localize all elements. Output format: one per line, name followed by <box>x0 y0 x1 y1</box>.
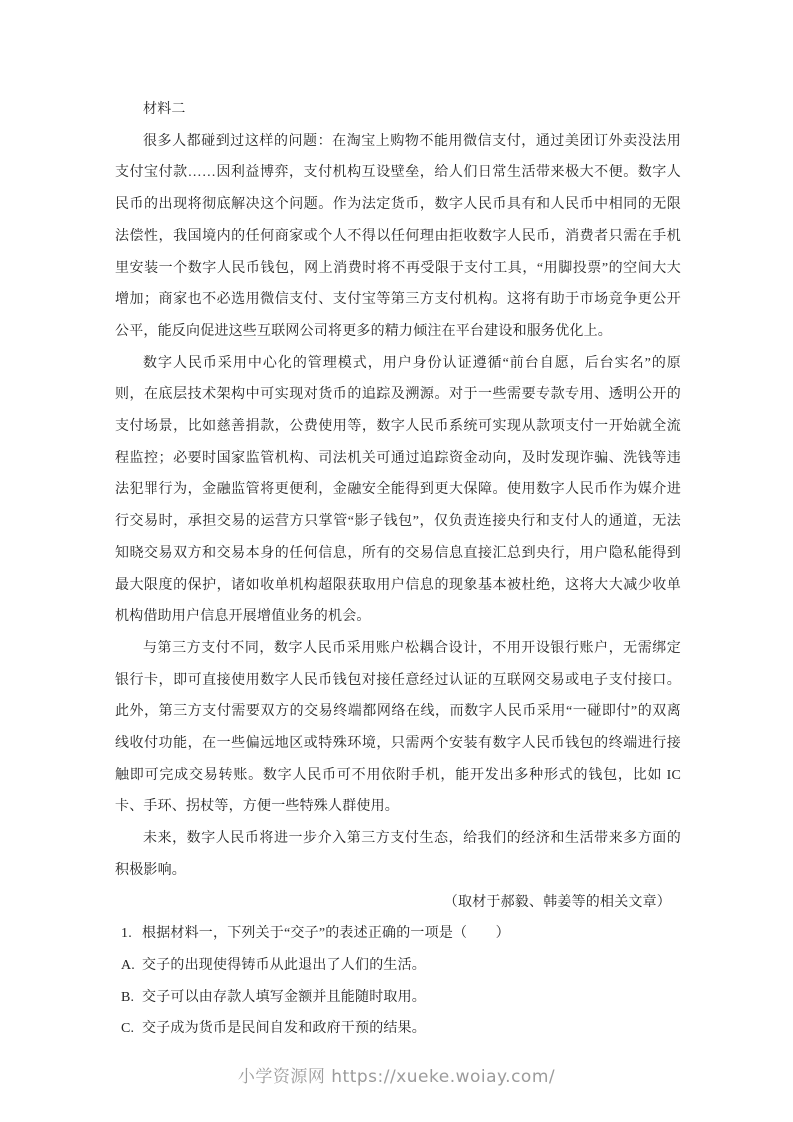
option-b-text: 交子可以由存款人填写金额并且能随时取用。 <box>142 989 426 1005</box>
passage-paragraph-2: 数字人民币采用中心化的管理模式，用户身份认证遵循“前台自愿，后台实名”的原则，在底层技术架构中可实现对货币的追踪及溯源。对于一些需要专款专用、透明公开的支付场景，比如慈善捐款，公费使用等，数字人民币系统可实现从款项支付一开始就全流程监控；必要时国家监管机构、司法机关可通过追踪资金动向，及时发现诈骗、洗钱等违法犯罪行为，金融监管将更便利，金融安全能得到更大保障。使用数字人民币作为媒介进行交易时，承担交易的运营方只掌管“影子钱包”，仅负责连接央行和支付人的通道，无法知晓交易双方和交易本身的任何信息，所有的交易信息直接汇总到央行，用户隐私能得到最大限度的保护，诸如收单机构超限获取用户信息的现象基本被杜绝，这将大大减少收单机构借助用户信息开展增值业务的机会。 <box>115 355 681 625</box>
section-label: 材料二 <box>143 102 186 117</box>
question-text: 根据材料一，下列关于“交子”的表述正确的一项是（ ） <box>142 926 510 942</box>
source-attribution: （取材于郝毅、韩姜等的相关文章） <box>443 894 671 910</box>
question-1 <box>115 918 681 950</box>
option-c-text: 交子成为货币是民间自发和政府干预的结果。 <box>142 1021 426 1037</box>
option-a-text: 交子的出现使得铸币从此退出了人们的生活。 <box>142 957 426 973</box>
option-b <box>115 982 681 1014</box>
passage-paragraph-1: 很多人都碰到过这样的问题：在淘宝上购物不能用微信支付，通过美团订外卖没法用支付宝付款……因利益博弈，支付机构互设壁垒，给人们日常生活带来极大不便。数字人民币的出现将彻底解决这个问题。作为法定货币，数字人民币具有和人民币中相同的无限法偿性，我国境内的任何商家或个人不得以任何理由拒收数字人民币，消费者只需在手机里安装一个数字人民币钱包，网上消费时将不再受限于支付工具，“用脚投票”的空间大大增加；商家也不必选用微信支付、支付宝等第三方支付机构。这将有助于市场竞争更公开公平，能反向促进这些互联网公司将更多的精力倾注在平台建设和服务优化上。 <box>115 133 681 339</box>
option-c <box>115 1013 681 1045</box>
option-b-label: B. <box>121 989 135 1005</box>
option-a <box>115 950 681 982</box>
question-number: 1. <box>121 926 132 942</box>
watermark-text: 小学资源网 https://xueke.woiay.com/ <box>237 1067 556 1087</box>
reading-passage <box>115 94 681 1045</box>
option-a-label: A. <box>121 957 136 973</box>
option-c-label: C. <box>121 1021 135 1037</box>
passage-paragraph-3: 与第三方支付不同，数字人民币采用账户松耦合设计，不用开设银行账户，无需绑定银行卡，即可直接使用数字人民币钱包对接任意经过认证的互联网交易或电子支付接口。此外，第三方支付需要双方的交易终端都网络在线，而数字人民币采用“一碰即付”的双离线收付功能，在一些偏远地区或特殊环境，只需两个安装有数字人民币钱包的终端进行接触即可完成交易转账。数字人民币可不用依附手机，能开发出多种形式的钱包，比如 IC 卡、手环、拐杖等，方便一些特殊人群使用。 <box>115 640 681 815</box>
passage-paragraph-4: 未来，数字人民币将进一步介入第三方支付生态，给我们的经济和生活带来多方面的积极影响。 <box>115 831 681 878</box>
watermark <box>0 1062 793 1087</box>
